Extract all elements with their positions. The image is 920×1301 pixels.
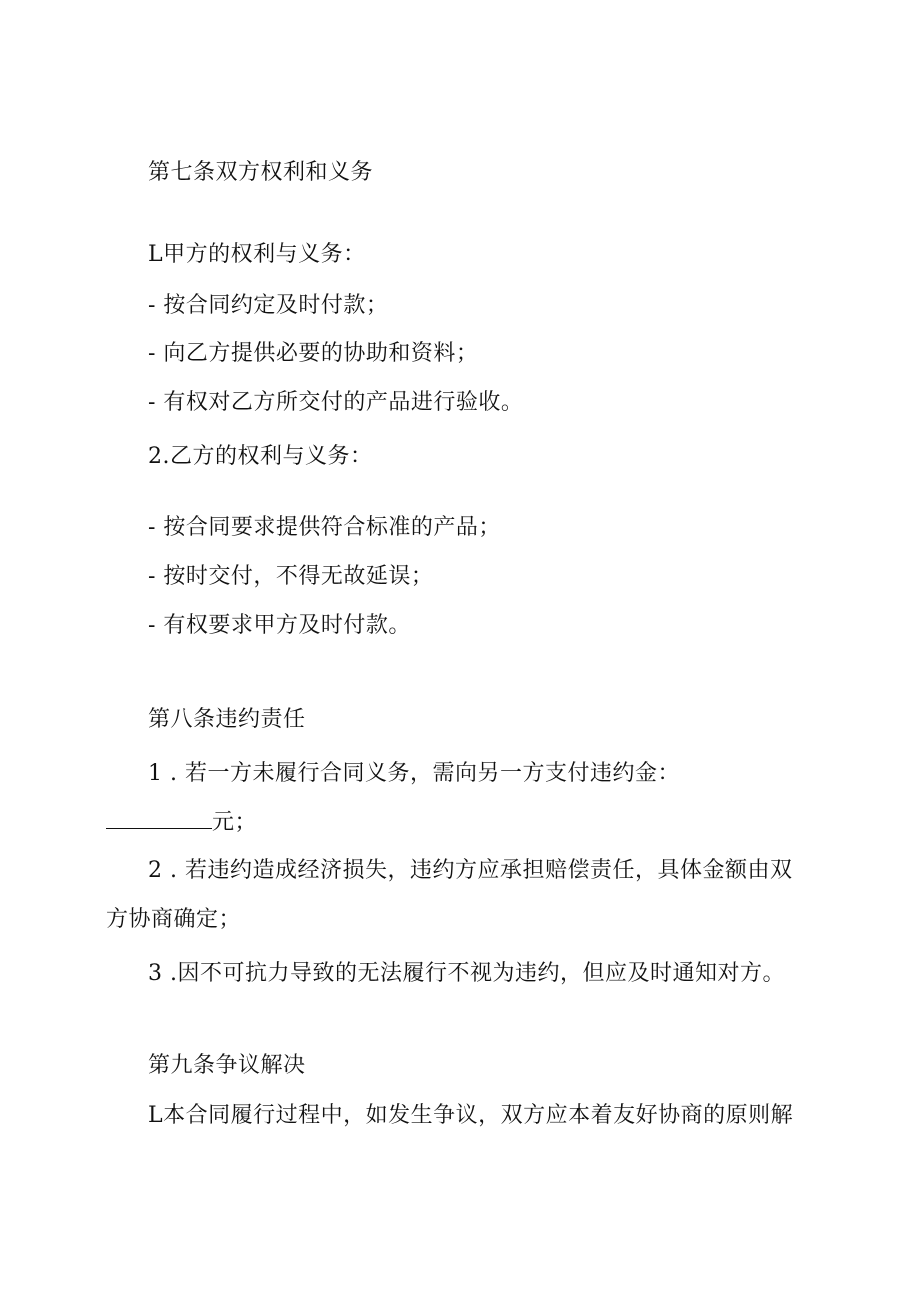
- party-a-item: - 按合同约定及时付款；: [148, 293, 389, 318]
- party-b-item: - 按合同要求提供符合标准的产品；: [148, 515, 501, 540]
- article-9-clause-1: L本合同履行过程中，如发生争议，双方应本着友好协商的原则解: [148, 1103, 794, 1128]
- party-b-heading: 2.乙方的权利与义务：: [148, 444, 373, 469]
- article-8-clause-1: 1 . 若一方未履行合同义务，需向另一方支付违约金：: [148, 761, 680, 786]
- party-a-item: - 有权对乙方所交付的产品进行验收。: [148, 390, 524, 415]
- article-8-clause-3: 3 .因不可抗力导致的无法履行不视为违约，但应及时通知对方。: [148, 961, 785, 986]
- party-a-heading: L甲方的权利与义务：: [148, 242, 366, 267]
- article-8-title: 第八条违约责任: [148, 707, 306, 732]
- amount-blank-line: [106, 808, 212, 829]
- amount-unit: 元；: [212, 810, 258, 835]
- party-b-item: - 按时交付，不得无故延误；: [148, 564, 434, 589]
- article-7-title: 第七条双方权利和义务: [148, 160, 374, 185]
- party-a-item: - 向乙方提供必要的协助和资料；: [148, 341, 479, 366]
- article-8-clause-2: 2 . 若违约造成经济损失，违约方应承担赔偿责任，具体金额由双: [148, 858, 793, 883]
- article-8-clause-2-continued: 方协商确定；: [106, 907, 242, 932]
- article-8-clause-1-amount: [106, 808, 257, 838]
- party-b-item: - 有权要求甲方及时付款。: [148, 613, 411, 638]
- article-9-title: 第九条争议解决: [148, 1053, 306, 1078]
